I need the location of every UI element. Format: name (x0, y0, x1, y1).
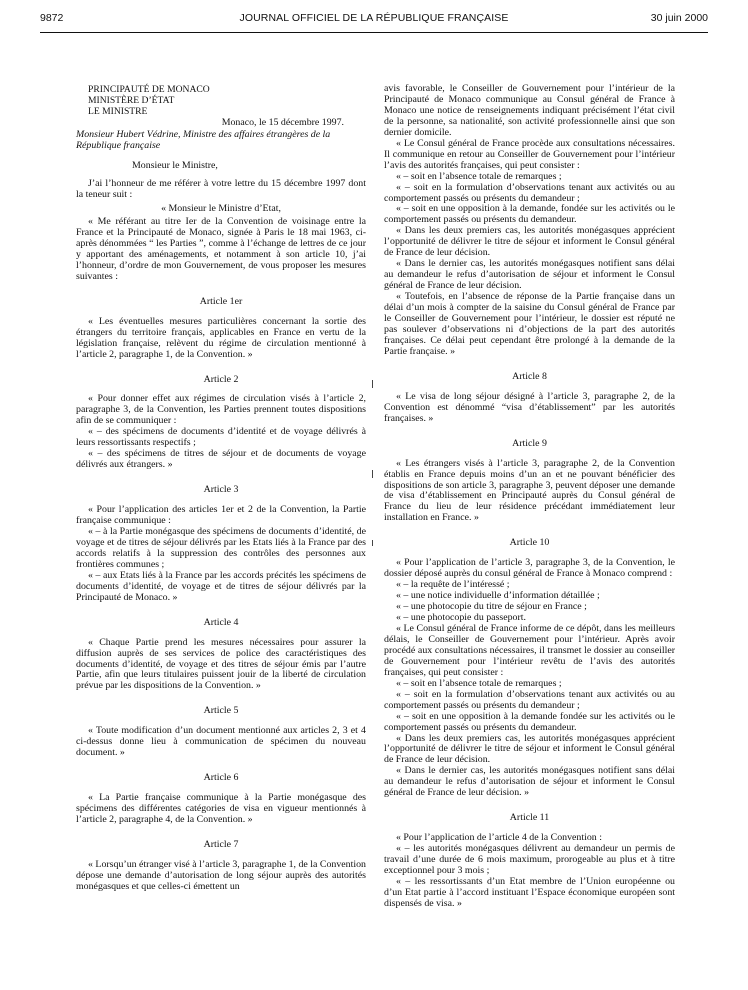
margin-mark (372, 380, 373, 388)
article-heading: Article 11 (509, 812, 550, 824)
org-principality: PRINCIPAUTÉ DE MONACO (88, 84, 210, 95)
article-heading: Article 2 (203, 373, 239, 385)
article-heading: Article 4 (203, 616, 239, 628)
article-paragraph: « – des spécimens de documents d’identité et de voyage délivrés à leurs ressortissants respectifs ; (76, 426, 366, 449)
article-paragraph: « – à la Partie monégasque des spécimens de documents d’identité, de voyage et de titres de séjour délivrés par les Etats liés à la France par des accords relatifs à la suppression des contrôles des personnes aux frontières communes ; (76, 526, 366, 570)
article-paragraph: « – soit en une opposition à la demande fondée sur les activités ou le comportement passés ou présents du demandeur. (384, 710, 675, 733)
article-paragraph: « – aux Etats liés à la France par les accords précités les spécimens de documents d’identité, de voyage et de titres de séjour délivrés par la Principauté de Monaco. » (76, 569, 366, 603)
article-paragraph: « Le visa de long séjour désigné à l’article 3, paragraphe 2, de la Convention est dénommé “visa d’établissement” par les autorités françaises. » (384, 390, 675, 424)
page-header (40, 10, 708, 33)
article-paragraph: « Les éventuelles mesures particulières concernant la sortie des étrangers du territoire français, applicables en France en vertu de la législation française, relèvent du régime de circulation mentionné à l’article 2, paragraphe 1, de la Convention. » (76, 315, 366, 360)
article-paragraph: « Pour l’application de l’article 4 de la Convention : (396, 832, 602, 844)
article-paragraph: « Toute modification d’un document mentionné aux articles 2, 3 et 4 ci-dessus donne lieu à communication de spécimen du nouveau document. » (76, 725, 366, 759)
article-paragraph: « – des spécimens de titres de séjour et de documents de voyage délivrés aux étrangers. » (76, 448, 366, 471)
article-heading: Article 10 (509, 537, 550, 549)
margin-mark (372, 540, 373, 546)
letter-salutation: Monsieur le Ministre, (132, 160, 218, 172)
article-paragraph: « – soit en la formulation d’observations tenant aux activités ou au comportement passés ou présents du demandeur ; (384, 181, 675, 204)
article-paragraph: « – soit en la formulation d’observations tenant aux activités ou au comportement passés ou présents du demandeur ; (384, 688, 675, 711)
right-column (384, 84, 675, 910)
article-paragraph: « Le Consul général de France procède aux consultations nécessaires. Il communique en retour au Conseiller de Gouvernement pour l’intérieur l’avis des autorités françaises, qui peut consister : (384, 137, 675, 171)
article-heading: Article 9 (512, 437, 547, 449)
issue-date: 30 juin 2000 (650, 12, 708, 24)
journal-title: JOURNAL OFFICIEL DE LA RÉPUBLIQUE FRANÇAISE (239, 12, 509, 24)
article-paragraph: « Pour l’application de l’article 3, paragraphe 3, de la Convention, le dossier déposé auprès du consul général de France à Monaco comprend : (384, 557, 675, 580)
article-heading: Article 8 (512, 370, 547, 382)
letter-greeting: « Monsieur le Ministre d’Etat, (161, 203, 281, 215)
letter-date: Monaco, le 15 décembre 1997. (221, 116, 344, 128)
article-paragraph: « – la requête de l’intéressé ; (396, 579, 510, 591)
article-paragraph: « Dans les deux premiers cas, les autorités monégasques apprécient l’opportunité de délivrer le titre de séjour et informent le Consul général de France de leur décision. (384, 225, 675, 259)
article-paragraph: « – soit en l’absence totale de remarques ; (396, 677, 562, 689)
article-paragraph: « Pour l’application des articles 1er et 2 de la Convention, la Partie française communique : (76, 504, 366, 527)
article-paragraph: « Lorsqu’un étranger visé à l’article 3, paragraphe 1, de la Convention dépose une demande d’autorisation de long séjour auprès des autorités monégasques et que celles-ci émettent un (76, 858, 366, 892)
page-number: 9872 (40, 12, 64, 24)
article-heading: Article 1er (199, 295, 243, 307)
article-paragraph: « – soit en l’absence totale de remarques ; (396, 170, 562, 182)
article-paragraph: « Le Consul général de France informe de ce dépôt, dans les meilleurs délais, le Conseiller de Gouvernement pour l’intérieur. Après avoir procédé aux consultations nécessaires, il transmet le dossier au conseiller de Gouvernement pour l’intérieur revêtu de l’avis des autorités françaises, qui peut consister : (384, 622, 675, 678)
article-paragraph: « Les étrangers visés à l’article 3, paragraphe 2, de la Convention établis en France depuis moins d’un an et ne pouvant bénéficier des dispositions de son article 3, paragraphe 3, peuvent déposer une demande de visa d’établissement en Principauté auprès du Consul général de France du lieu de leur résidence précédant immédiatement leur installation en France. » (384, 457, 675, 524)
article-heading: Article 7 (203, 839, 239, 851)
article-paragraph: « Toutefois, en l’absence de réponse de la Partie française dans un délai d’un mois à compter de la saisine du Consul général de France par le Conseiller de Gouvernement pour l’intérieur, le dossier est réputé ne pas soulever d’observations ni d’objections de la part des autorités françaises. Ce délai peut cependant être prolongé à la demande de la Partie française. » (384, 291, 675, 357)
letter-intro: J’ai l’honneur de me référer à votre lettre du 15 décembre 1997 dont la teneur suit : (76, 178, 366, 201)
article-heading: Article 3 (203, 484, 239, 496)
article-paragraph: « Chaque Partie prend les mesures nécessaires pour assurer la diffusion auprès de ses services de police des caractéristiques des documents d’identité, de voyage et des titres de séjour émis par l’autre Partie, afin que leurs titulaires puissent jouir de la liberté de circulation prévue par les dispositions de la Convention. » (76, 636, 366, 692)
article-paragraph: « Pour donner effet aux régimes de circulation visés à l’article 2, paragraphe 3, de la Convention, les Parties prennent toutes dispositions afin de se communiquer : (76, 393, 366, 427)
org-minister: LE MINISTRE (88, 105, 148, 117)
margin-mark (372, 470, 373, 478)
article-paragraph: « Dans le dernier cas, les autorités monégasques notifient sans délai au demandeur le refus d’autorisation de séjour et informent le Consul général de France de leur décision. (384, 258, 675, 292)
article-heading: Article 5 (203, 705, 239, 717)
article-paragraph: avis favorable, le Conseiller de Gouvernement pour l’intérieur de la Principauté de Monaco communique au Consul général de France à Monaco une notice de renseignements indiquant précisément l’état civil de la personne, sa nationalité, son activité professionnelle ainsi que son dernier domicile. (384, 83, 675, 138)
article-heading: Article 6 (203, 772, 239, 784)
article-paragraph: « – une photocopie du passeport. (396, 612, 526, 624)
article-paragraph: « – les autorités monégasques délivrent au demandeur un permis de travail d’une durée de 6 mois maximum, prorogeable au plus et à titre exceptionnel pour 3 mois ; (384, 843, 675, 877)
left-column (76, 85, 366, 893)
article-paragraph: « La Partie française communique à la Partie monégasque des spécimens des différentes catégories de visa en vigueur mentionnés à l’article 2, paragraphe 4, de la Convention. » (76, 792, 366, 826)
article-paragraph: « – une photocopie du titre de séjour en France ; (396, 601, 587, 613)
letter-addressee: Monsieur Hubert Védrine, Ministre des affaires étrangères de la République française (76, 128, 331, 152)
article-paragraph: « Dans les deux premiers cas, les autorités monégasques apprécient l’opportunité de délivrer le titre de séjour et informent le Consul général de France de leur décision. (384, 732, 675, 766)
article-paragraph: « Dans le dernier cas, les autorités monégasques notifient sans délai au demandeur le refus d’autorisation de séjour et informent le Consul général de France de leur décision. » (384, 765, 675, 799)
org-ministry: MINISTÈRE D’ÉTAT (88, 94, 175, 106)
article-paragraph: « – soit en une opposition à la demande, fondée sur les activités ou le comportement passés ou présents du demandeur. (384, 203, 675, 226)
letter-opening: « Me référant au titre Ier de la Convention de voisinage entre la France et la Principauté de Monaco, signée à Paris le 18 mai 1963, ci-après dénommées “ les Parties ”, comme à l’échange de lettres de ce jour y apportant des aménagements, et notamment à son article 10, j’ai l’honneur, d’ordre de mon Gouvernement, de vous proposer les mesures suivantes : (76, 216, 366, 282)
article-paragraph: « – une notice individuelle d’information détaillée ; (396, 590, 600, 602)
article-paragraph: « – les ressortissants d’un Etat membre de l’Union européenne ou d’un Etat partie à l’accord instituant l’Espace économique européen sont dispensés de visa. » (384, 876, 675, 909)
